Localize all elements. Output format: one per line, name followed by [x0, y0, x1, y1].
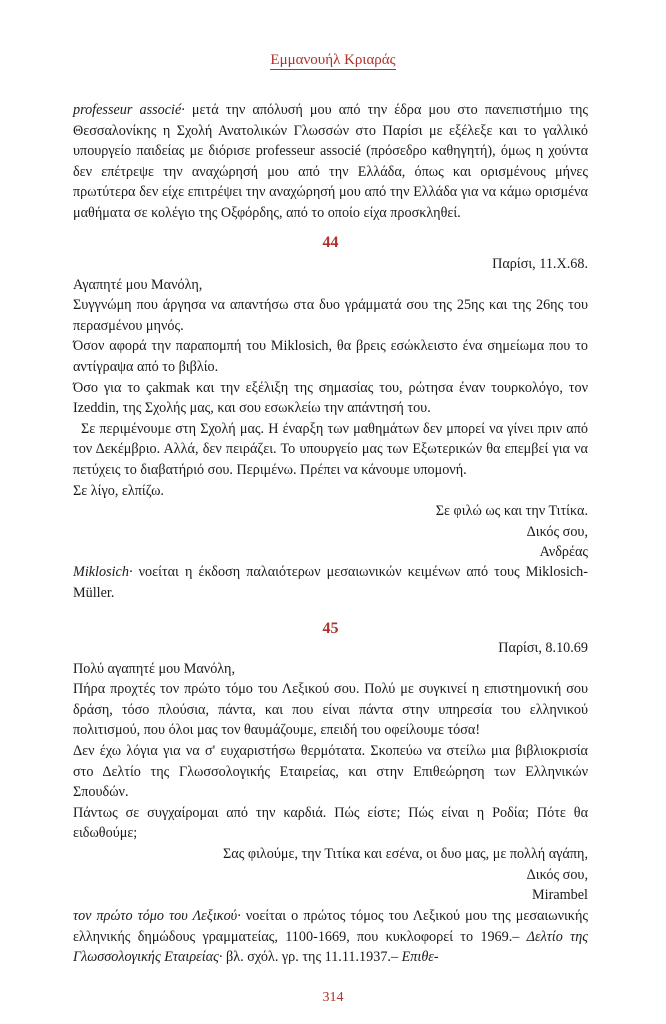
- letter-paragraph: Σε λίγο, ελπίζω.: [73, 482, 164, 499]
- letter-closing: Σε φιλώ ως και την Τιτίκα.: [435, 503, 588, 520]
- note-paragraph: [73, 562, 588, 603]
- letter-dateline: Παρίσι, 11.Χ.68.: [492, 256, 588, 272]
- letter-44-note: [73, 562, 588, 603]
- note-italic-ref: Δελτίο της Γλωσσολογικής Εταιρείας·: [73, 928, 588, 966]
- running-header-title: Εμμανουήλ Κριαράς: [270, 52, 396, 68]
- letter-closing: Σας φιλούμε, την Τιτίκα και εσένα, οι δυο μας, με πολλή αγάπη,: [223, 845, 588, 862]
- letter-paragraph: Σε περιμένουμε στη Σχολή μας. Η έναρξη των μαθημάτων δεν μπορεί να γίνει πριν από τον Δεκέμβριο. Αλλά, δεν πειράζει. Το υπουργείο μας των Εξωτερικών θα επεμβεί για να πετύχεις το διαβατήριό σου. Περιμένω. Πρέπει να κάνουμε υπομονή.: [73, 420, 588, 478]
- running-header: [0, 52, 666, 69]
- letter-dateline: Παρίσι, 8.10.69: [498, 640, 588, 656]
- note-italic-ref: Επιθε-: [401, 949, 439, 966]
- letter-paragraph: Πάντως σε συγχαίρομαι από την καρδιά. Πώς είστε; Πώς είναι η Ροδία; Πότε θα ειδωθούμε;: [73, 804, 588, 842]
- letter-paragraph: Δεν έχω λόγια για να σ' ευχαριστήσω θερμότατα. Σκοπεύω να στείλω μια βιβλιοκρισία στο Δελτίο της Γλωσσολογικής Εταιρείας, και στην Επιθεώρηση των Ελληνικών Σπουδών.: [73, 742, 588, 801]
- letter-45-note: [73, 906, 588, 968]
- letter-closing: Δικός σου,: [526, 523, 588, 540]
- letter-paragraph: Συγγνώμη που άργησα να απαντήσω στα δυο γράμματά σου της 25ης και της 26ης του περασμένου μηνός.: [73, 297, 588, 334]
- note-lead: Miklosich·: [73, 564, 133, 580]
- letter-signature: Ανδρέας: [539, 544, 588, 561]
- letter-salutation: Αγαπητέ μου Μανόλη,: [73, 276, 203, 293]
- letter-45: [73, 638, 588, 906]
- note-text: νοείται ο πρώτος τόμος του Λεξικού μου της μεσαιωνικής ελληνικής δημώδους γραμματείας, 1100-1669, που κυκλοφορεί το 1969.–: [73, 908, 588, 945]
- letter-signature: Mirambel: [532, 887, 588, 904]
- page-number: 314: [322, 990, 344, 1005]
- note-paragraph: [73, 906, 588, 968]
- note-text: βλ. σχόλ. γρ. της 11.11.1937.–: [222, 949, 402, 966]
- letter-paragraph: Πήρα προχτές τον πρώτο τόμο του Λεξικού σου. Πολύ με συγκινεί η επιστημονική σου δράση, τόσο πλούσια, πάντα, και που είναι πάντα στην υπηρεσία του ελληνικού πολιτισμού, που όλοι μας τον θαυμάζουμε, επειδή του οφείλουμε τόσα!: [73, 681, 588, 739]
- letter-45-number: [73, 620, 588, 638]
- letter-paragraph: Όσο για το çakmak και την εξέλιξη της σημασίας του, ρώτησα έναν τουρκολόγο, τον Izeddin, της Σχολής μας, και σου εσωκλείω την απάντησή του.: [73, 379, 588, 417]
- intro-text: μετά την απόλυσή μου από την έδρα μου στο πανεπιστήμιο της Θεσσαλονίκης η Σχολή Ανατολικών Γλωσσών στο Παρίσι με εξέλεξε και το γαλλικό υπουργείο παιδείας με διόρισε professeur associé (πρόσεδρο καθηγητή), όμως η χούντα δεν επέτρεψε την αναχώρησή μου από την Ελλάδα, όπως και ορισμένους μήνες πρωτύτερα δεν είχε επιτρέψει την αναχώρησή μου από την Ελλάδα για να κάμω ορισμένα μαθήματα σε κολέγιο της Οξφόρδης, από το οποίο είχα προσκληθεί.: [73, 102, 588, 221]
- intro-paragraph: [73, 100, 588, 224]
- letter-number: 44: [322, 234, 339, 251]
- intro-commentary: [73, 100, 588, 224]
- letter-closing: Δικός σου,: [526, 866, 588, 883]
- letter-44-number: [73, 234, 588, 252]
- letter-salutation: Πολύ αγαπητέ μου Μανόλη,: [73, 660, 236, 677]
- letter-44: [73, 254, 588, 563]
- letter-number: 45: [322, 620, 339, 637]
- letter-paragraph: Όσον αφορά την παραπομπή του Miklosich, θα βρεις εσώκλειστο ένα σημείωμα που το αντίγραψα από το βιβλίο.: [73, 338, 588, 375]
- note-text: νοείται η έκδοση παλαιότερων μεσαιωνικών κειμένων από τους Miklosich-Müller.: [73, 564, 588, 601]
- intro-lead: professeur associé·: [73, 102, 185, 118]
- note-lead: τον πρώτο τόμο του Λεξικού·: [73, 908, 241, 924]
